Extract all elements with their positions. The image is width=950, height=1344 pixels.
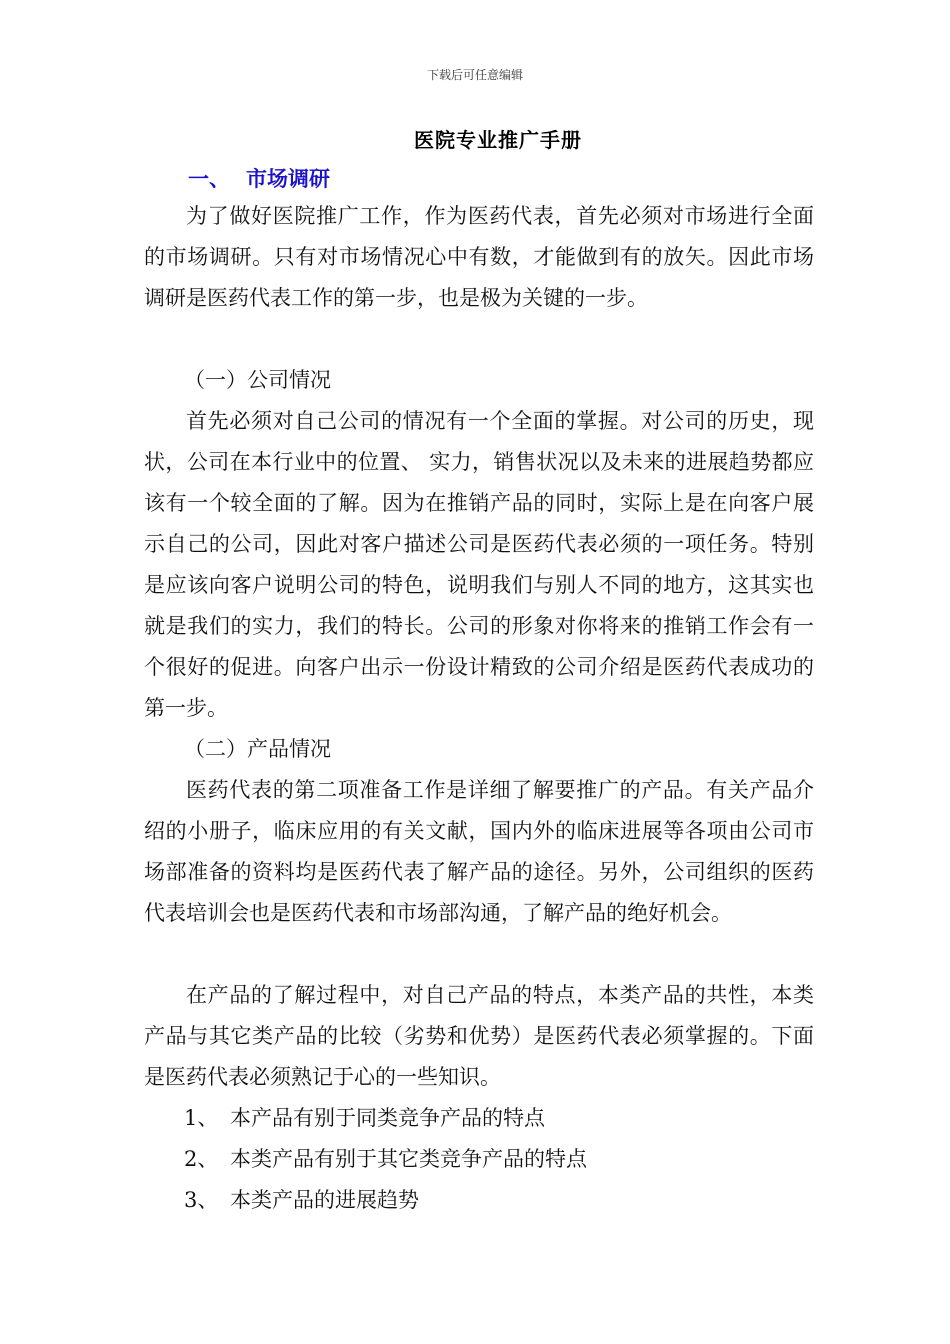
section-heading: [188, 163, 330, 193]
list-item: [184, 1180, 419, 1221]
list-item-text: 本产品有别于同类竞争产品的特点: [230, 1106, 545, 1130]
intro-paragraph: 为了做好医院推广工作，作为医药代表，首先必须对市场进行全面的市场调研。只有对市场情况心中有数，才能做到有的放矢。因此市场调研是医药代表工作的第一步，也是极为关键的一步。: [144, 204, 814, 310]
header-note: 下载后可任意编辑: [426, 68, 523, 82]
list-item: [184, 1139, 587, 1180]
list-item: [184, 1098, 545, 1139]
subsection-heading-product: （二）产品情况: [184, 737, 331, 761]
list-item-text: 本类产品的进展趋势: [230, 1188, 419, 1212]
company-paragraph: 首先必须对自己公司的情况有一个全面的掌握。对公司的历史，现状，公司在本行业中的位置、 实力，销售状况以及未来的进展趋势都应该有一个较全面的了解。因为在推销产品的同时，实际上是在向客户展示自己的公司，因此对客户描述公司是医药代表必须的一项任务。特别是应该向客户说明公司的特色，说明我们与别人不同的地方，这其实也就是我们的实力，我们的特长。公司的形象对你将来的推销工作会有一个很好的促进。向客户出示一份设计精致的公司介绍是医药代表成功的第一步。: [144, 409, 814, 720]
document-title: 医院专业推广手册: [414, 128, 582, 152]
product-paragraph-2: 在产品的了解过程中，对自己产品的特点，本类产品的共性，本类产品与其它类产品的比较（劣势和优势）是医药代表必须掌握的。下面是医药代表必须熟记于心的一些知识。: [144, 983, 814, 1089]
list-item-text: 本类产品有别于其它类竞争产品的特点: [230, 1147, 587, 1171]
subsection-heading-company: （一）公司情况: [184, 368, 331, 392]
section-title: 市场调研: [246, 167, 330, 191]
list-item-number: 1、: [184, 1106, 219, 1130]
section-number: 一、: [188, 167, 230, 191]
list-item-number: 3、: [184, 1188, 219, 1212]
product-paragraph-1: 医药代表的第二项准备工作是详细了解要推广的产品。有关产品介绍的小册子，临床应用的有关文献，国内外的临床进展等各项由公司市场部准备的资料均是医药代表了解产品的途径。另外，公司组织的医药代表培训会也是医药代表和市场部沟通，了解产品的绝好机会。: [144, 778, 814, 925]
list-item-number: 2、: [184, 1147, 219, 1171]
